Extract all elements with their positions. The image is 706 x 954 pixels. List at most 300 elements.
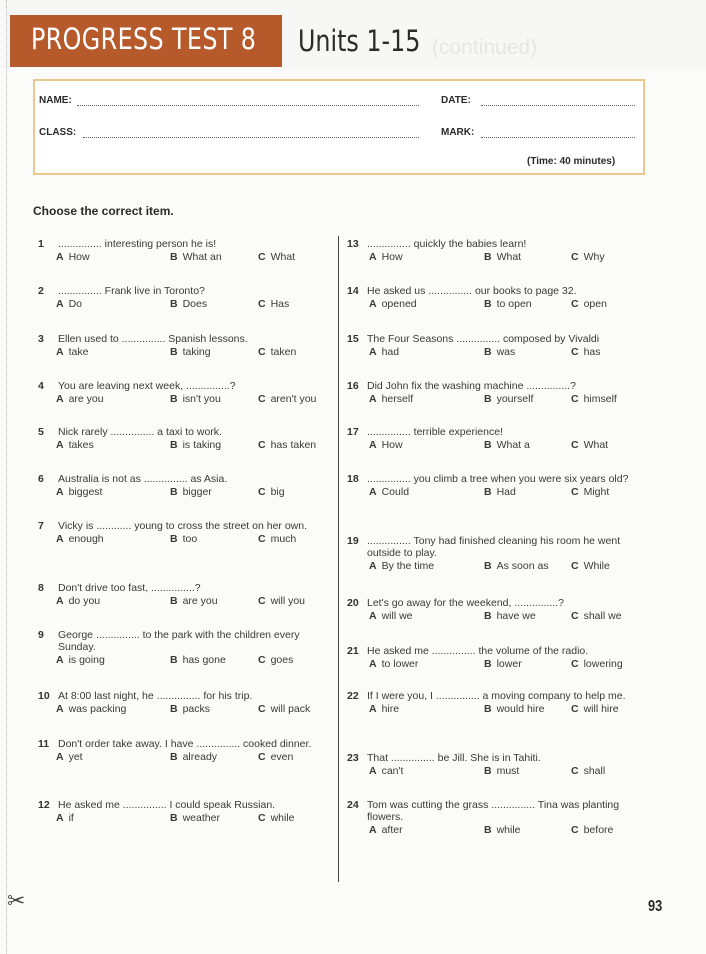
option-text: shall — [583, 765, 606, 777]
question-item — [347, 799, 649, 838]
option-text: will hire — [583, 703, 619, 715]
option-text: lower — [496, 658, 522, 670]
class-field[interactable] — [83, 137, 419, 138]
time-limit: (Time: 40 minutes) — [527, 156, 616, 167]
option-text: By the time — [381, 560, 435, 572]
question-number: 21 — [347, 645, 359, 657]
option-c[interactable] — [571, 486, 609, 498]
option-a[interactable] — [56, 654, 105, 666]
question-number: 10 — [38, 690, 50, 702]
question-stem: Tom was cutting the grass ............... Tina was planting flowers. — [367, 799, 620, 823]
option-text: while — [496, 824, 521, 836]
option-c[interactable] — [258, 654, 293, 666]
option-text: taken — [270, 346, 297, 358]
answer-options — [38, 486, 330, 500]
option-text: are you — [182, 595, 218, 607]
option-text: will we — [381, 610, 413, 622]
option-letter: A — [56, 298, 64, 310]
question-item — [347, 426, 649, 453]
answer-options — [347, 251, 649, 265]
option-b[interactable] — [484, 346, 515, 358]
option-letter: C — [258, 533, 266, 545]
question-item — [38, 473, 330, 500]
scissors-icon: ✂ — [7, 888, 26, 913]
option-b[interactable] — [170, 439, 221, 451]
option-b[interactable] — [170, 393, 221, 405]
question-stem: That ............... be Jill. She is in Tahiti. — [367, 752, 541, 764]
option-letter: C — [571, 298, 579, 310]
option-text: was packing — [68, 703, 127, 715]
question-number: 13 — [347, 238, 359, 250]
option-letter: C — [258, 595, 266, 607]
option-text: are you — [68, 393, 104, 405]
option-text: yourself — [496, 393, 534, 405]
option-b[interactable] — [484, 439, 530, 451]
option-a[interactable] — [56, 298, 82, 310]
option-letter: A — [56, 251, 64, 263]
answer-options — [38, 439, 330, 453]
option-letter: C — [258, 812, 266, 824]
answer-options — [38, 393, 330, 407]
option-a[interactable] — [369, 393, 413, 405]
answer-options — [347, 393, 649, 407]
option-text: take — [68, 346, 89, 358]
option-a[interactable] — [369, 298, 417, 310]
option-letter: C — [258, 703, 266, 715]
option-b[interactable] — [170, 486, 212, 498]
question-stem: He asked me ............... I could speak Russian. — [58, 799, 276, 811]
question-item — [347, 285, 649, 312]
question-number: 15 — [347, 333, 359, 345]
answer-options — [38, 298, 330, 312]
option-c[interactable] — [571, 251, 605, 263]
question-stem: The Four Seasons ............... composed by Vivaldi — [367, 333, 600, 345]
question-stem: ............... Tony had finished cleaning his room he went outside to play. — [367, 535, 621, 559]
mark-label: MARK: — [441, 127, 475, 138]
option-text: How — [381, 251, 403, 263]
name-label: NAME: — [39, 95, 72, 106]
question-number: 3 — [38, 333, 44, 345]
option-text: has gone — [182, 654, 226, 666]
answer-options — [347, 610, 649, 624]
option-letter: A — [369, 298, 377, 310]
option-a[interactable] — [369, 658, 418, 670]
option-letter: B — [484, 658, 492, 670]
question-stem: If I were you, I ............... a moving company to help me. — [367, 690, 626, 702]
option-letter: C — [258, 346, 266, 358]
option-letter: B — [484, 824, 492, 836]
option-letter: B — [170, 346, 178, 358]
option-b[interactable] — [170, 751, 217, 763]
option-text: much — [270, 533, 297, 545]
question-item — [38, 285, 330, 312]
option-a[interactable] — [56, 439, 94, 451]
option-c[interactable] — [258, 393, 316, 405]
option-text: herself — [381, 393, 414, 405]
option-text: have we — [496, 610, 536, 622]
option-letter: C — [258, 251, 266, 263]
name-field[interactable] — [77, 105, 419, 106]
option-c[interactable] — [258, 533, 296, 545]
answer-options — [38, 703, 330, 717]
answer-options — [347, 439, 649, 453]
date-field[interactable] — [481, 105, 635, 106]
option-text: lowering — [583, 658, 623, 670]
question-item — [38, 238, 330, 265]
option-text: taking — [182, 346, 211, 358]
question-stem: At 8:00 last night, he ............... for his trip. — [58, 690, 253, 702]
question-number: 12 — [38, 799, 50, 811]
option-letter: C — [258, 654, 266, 666]
test-title: PROGRESS TEST 8 — [31, 22, 257, 56]
option-a[interactable] — [56, 346, 88, 358]
option-letter: B — [170, 812, 178, 824]
option-text: Had — [496, 486, 516, 498]
option-text: Do — [68, 298, 83, 310]
option-letter: A — [56, 595, 64, 607]
option-a[interactable] — [56, 703, 126, 715]
option-letter: B — [484, 439, 492, 451]
option-b[interactable] — [170, 298, 207, 310]
answer-options — [38, 251, 330, 265]
question-stem: Australia is not as ............... as Asia. — [58, 473, 228, 485]
option-letter: C — [258, 751, 266, 763]
option-b[interactable] — [484, 610, 536, 622]
option-c[interactable] — [258, 298, 289, 310]
option-letter: A — [56, 812, 64, 824]
question-item — [38, 799, 330, 826]
option-letter: C — [258, 439, 266, 451]
option-letter: B — [484, 560, 492, 572]
option-letter: B — [170, 251, 178, 263]
option-letter: B — [170, 486, 178, 498]
option-a[interactable] — [369, 765, 403, 777]
question-item — [347, 238, 649, 265]
option-a[interactable] — [369, 251, 403, 263]
question-stem: Don't order take away. I have ............... cooked dinner. — [58, 738, 312, 750]
question-number: 6 — [38, 473, 44, 485]
question-number: 20 — [347, 597, 359, 609]
option-letter: A — [56, 346, 64, 358]
mark-field[interactable] — [481, 137, 635, 138]
option-text: What an — [182, 251, 222, 263]
option-letter: B — [484, 486, 492, 498]
option-b[interactable] — [484, 486, 516, 498]
option-c[interactable] — [571, 610, 622, 622]
question-stem: Vicky is ............ young to cross the street on her own. — [58, 520, 308, 532]
option-letter: B — [170, 393, 178, 405]
date-label: DATE: — [441, 95, 471, 106]
answer-options — [38, 654, 330, 668]
option-a[interactable] — [56, 751, 83, 763]
option-text: packs — [182, 703, 211, 715]
option-letter: B — [484, 298, 492, 310]
answer-options — [347, 824, 649, 838]
option-c[interactable] — [258, 812, 295, 824]
option-text: What — [583, 439, 609, 451]
answer-options — [347, 346, 649, 360]
option-letter: C — [571, 439, 579, 451]
option-text: had — [381, 346, 400, 358]
option-letter: B — [170, 439, 178, 451]
option-a[interactable] — [369, 824, 403, 836]
option-c[interactable] — [571, 824, 613, 836]
answer-options — [347, 703, 649, 717]
option-letter: B — [170, 654, 178, 666]
option-b[interactable] — [170, 654, 226, 666]
question-stem: You are leaving next week, ...............? — [58, 380, 236, 392]
option-letter: A — [56, 751, 64, 763]
question-stem: Did John fix the washing machine ...............? — [367, 380, 576, 392]
option-letter: A — [56, 439, 64, 451]
question-item — [38, 380, 330, 407]
question-number: 8 — [38, 582, 44, 594]
answer-options — [38, 533, 330, 547]
option-c[interactable] — [258, 595, 305, 607]
option-text: Might — [583, 486, 610, 498]
option-letter: C — [571, 658, 579, 670]
option-letter: A — [369, 658, 377, 670]
option-b[interactable] — [170, 703, 210, 715]
question-number: 24 — [347, 799, 359, 811]
option-b[interactable] — [170, 251, 222, 263]
option-text: takes — [68, 439, 94, 451]
option-b[interactable] — [484, 658, 522, 670]
option-b[interactable] — [484, 560, 549, 572]
option-b[interactable] — [484, 393, 533, 405]
option-text: would hire — [496, 703, 545, 715]
option-letter: A — [369, 703, 377, 715]
option-letter: B — [170, 298, 178, 310]
option-a[interactable] — [369, 346, 399, 358]
question-item — [347, 333, 649, 360]
option-b[interactable] — [170, 812, 220, 824]
option-text: to lower — [381, 658, 419, 670]
option-letter: C — [571, 765, 579, 777]
option-c[interactable] — [571, 439, 608, 451]
question-item — [347, 473, 649, 500]
option-b[interactable] — [170, 346, 211, 358]
option-c[interactable] — [258, 751, 293, 763]
question-stem: George ............... to the park with the children every Sunday. — [58, 629, 300, 653]
option-letter: A — [369, 824, 377, 836]
question-item — [347, 535, 649, 574]
option-letter: C — [258, 486, 266, 498]
option-letter: C — [571, 824, 579, 836]
answer-options — [347, 765, 649, 779]
option-text: is taking — [182, 439, 222, 451]
option-a[interactable] — [369, 486, 409, 498]
question-number: 7 — [38, 520, 44, 532]
option-letter: A — [369, 251, 377, 263]
option-text: isn't you — [182, 393, 221, 405]
answer-options — [38, 812, 330, 826]
cut-line — [6, 0, 7, 954]
option-c[interactable] — [571, 765, 605, 777]
question-item — [347, 597, 649, 624]
option-a[interactable] — [56, 533, 104, 545]
option-letter: B — [484, 346, 492, 358]
option-a[interactable] — [56, 251, 90, 263]
option-text: himself — [583, 393, 617, 405]
question-item — [347, 752, 649, 779]
option-text: big — [270, 486, 285, 498]
option-c[interactable] — [258, 251, 295, 263]
option-a[interactable] — [56, 393, 104, 405]
option-a[interactable] — [369, 560, 434, 572]
option-text: How — [68, 251, 90, 263]
option-a[interactable] — [369, 439, 403, 451]
option-text: do you — [68, 595, 101, 607]
option-a[interactable] — [56, 486, 102, 498]
option-text: will pack — [270, 703, 311, 715]
option-text: goes — [270, 654, 294, 666]
option-letter: A — [56, 703, 64, 715]
option-c[interactable] — [571, 703, 619, 715]
option-text: too — [182, 533, 198, 545]
option-b[interactable] — [484, 824, 521, 836]
option-letter: C — [571, 393, 579, 405]
option-b[interactable] — [170, 533, 197, 545]
option-text: bigger — [182, 486, 212, 498]
question-stem: Nick rarely ............... a taxi to work. — [58, 426, 222, 438]
question-stem: ............... interesting person he is! — [58, 238, 217, 250]
option-text: Has — [270, 298, 290, 310]
option-letter: C — [571, 560, 579, 572]
option-text: Does — [182, 298, 208, 310]
option-text: can't — [381, 765, 404, 777]
option-letter: B — [170, 533, 178, 545]
option-c[interactable] — [571, 298, 607, 310]
question-item — [38, 426, 330, 453]
option-c[interactable] — [571, 560, 610, 572]
option-letter: B — [484, 765, 492, 777]
option-text: How — [381, 439, 403, 451]
question-number: 5 — [38, 426, 44, 438]
option-text: is going — [68, 654, 105, 666]
question-item — [38, 690, 330, 717]
question-item — [38, 333, 330, 360]
question-number: 22 — [347, 690, 359, 702]
question-number: 9 — [38, 629, 44, 641]
option-b[interactable] — [484, 251, 521, 263]
question-item — [38, 738, 330, 765]
question-item — [347, 380, 649, 407]
option-text: must — [496, 765, 520, 777]
question-stem: ............... quickly the babies learn! — [367, 238, 527, 250]
option-a[interactable] — [56, 595, 100, 607]
option-letter: A — [56, 486, 64, 498]
question-number: 19 — [347, 535, 359, 547]
option-text: hire — [381, 703, 400, 715]
question-number: 23 — [347, 752, 359, 764]
option-c[interactable] — [258, 439, 316, 451]
option-letter: C — [258, 298, 266, 310]
question-number: 4 — [38, 380, 44, 392]
option-letter: A — [369, 346, 377, 358]
option-letter: B — [484, 610, 492, 622]
question-stem: ............... terrible experience! — [367, 426, 503, 438]
option-text: Why — [583, 251, 605, 263]
class-label: CLASS: — [39, 127, 77, 138]
question-stem: He asked us ............... our books to page 32. — [367, 285, 577, 297]
option-letter: A — [369, 393, 377, 405]
instructions: Choose the correct item. — [33, 204, 174, 218]
option-a[interactable] — [369, 610, 413, 622]
question-number: 16 — [347, 380, 359, 392]
option-c[interactable] — [258, 346, 296, 358]
option-b[interactable] — [484, 703, 544, 715]
units-title: Units 1-15 — [298, 24, 421, 58]
option-a[interactable] — [369, 703, 399, 715]
option-text: What — [270, 251, 296, 263]
option-text: enough — [68, 533, 104, 545]
option-letter: B — [484, 703, 492, 715]
question-number: 1 — [38, 238, 44, 250]
answer-options — [347, 560, 649, 574]
question-item — [347, 645, 649, 672]
option-text: while — [270, 812, 295, 824]
question-number: 11 — [38, 738, 50, 750]
option-letter: A — [369, 765, 377, 777]
option-c[interactable] — [258, 486, 285, 498]
option-letter: B — [484, 393, 492, 405]
option-b[interactable] — [170, 595, 218, 607]
option-letter: C — [571, 251, 579, 263]
option-letter: A — [369, 439, 377, 451]
option-b[interactable] — [484, 765, 519, 777]
option-letter: B — [170, 595, 178, 607]
units-faint-text: (continued) — [432, 36, 538, 59]
question-item — [38, 520, 330, 547]
question-stem: ............... you climb a tree when you were six years old? — [367, 473, 629, 485]
question-number: 17 — [347, 426, 359, 438]
option-letter: C — [258, 393, 266, 405]
answer-options — [38, 346, 330, 360]
option-text: has — [583, 346, 601, 358]
answer-options — [347, 658, 649, 672]
option-b[interactable] — [484, 298, 532, 310]
question-item — [38, 582, 330, 609]
option-c[interactable] — [571, 346, 601, 358]
page-number: 93 — [648, 898, 663, 915]
option-c[interactable] — [258, 703, 310, 715]
option-a[interactable] — [56, 812, 74, 824]
option-letter: A — [369, 486, 377, 498]
option-text: Could — [381, 486, 410, 498]
option-letter: C — [571, 703, 579, 715]
option-c[interactable] — [571, 393, 617, 405]
option-letter: B — [170, 751, 178, 763]
question-stem: ............... Frank live in Toronto? — [58, 285, 205, 297]
option-c[interactable] — [571, 658, 623, 670]
option-letter: C — [571, 346, 579, 358]
answer-options — [38, 751, 330, 765]
question-number: 14 — [347, 285, 359, 297]
option-letter: A — [56, 533, 64, 545]
option-text: yet — [68, 751, 83, 763]
option-text: aren't you — [270, 393, 317, 405]
option-text: As soon as — [496, 560, 549, 572]
student-info-box — [33, 79, 645, 175]
answer-options — [347, 298, 649, 312]
question-stem: Ellen used to ............... Spanish lessons. — [58, 333, 248, 345]
option-text: to open — [496, 298, 532, 310]
option-text: has taken — [270, 439, 317, 451]
option-text: before — [583, 824, 614, 836]
option-letter: B — [170, 703, 178, 715]
option-text: open — [583, 298, 607, 310]
